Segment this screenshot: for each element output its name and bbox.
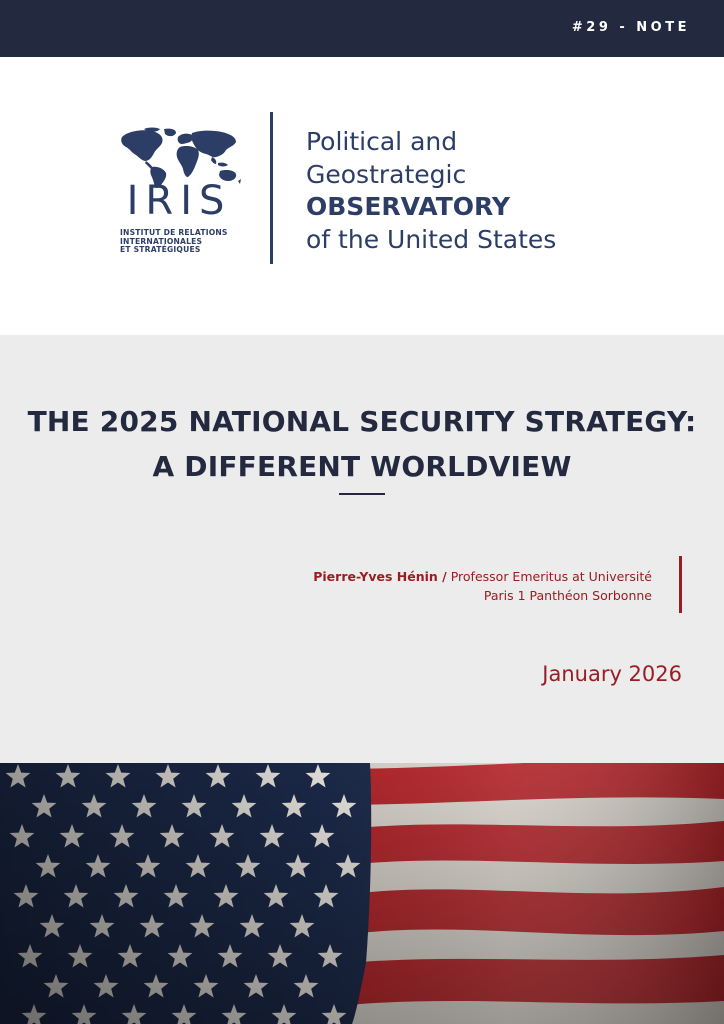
logo-subtitle	[120, 229, 244, 255]
author-affiliation: Professor Emeritus at Université	[450, 569, 652, 584]
observatory-line-bold: OBSERVATORY	[306, 192, 510, 221]
title-panel	[0, 335, 724, 763]
vertical-divider	[270, 112, 273, 264]
observatory-line: Political and	[306, 127, 458, 156]
title-line: A DIFFERENT WORLDVIEW	[152, 450, 572, 483]
author-accent-bar	[679, 556, 682, 613]
observatory-line: of the United States	[306, 224, 557, 254]
iris-logo	[116, 127, 242, 255]
note-number-label: #29 - NOTE	[571, 20, 690, 35]
iris-wordmark: IRIS	[126, 178, 232, 224]
top-banner	[0, 0, 724, 57]
publication-date: January 2026	[542, 662, 682, 686]
logo-subtitle-line: ET STRATÉGIQUES	[120, 245, 201, 254]
observatory-line: Geostrategic	[306, 159, 467, 189]
document-title	[0, 399, 724, 489]
observatory-name	[306, 126, 556, 256]
flag-illustration	[0, 763, 724, 1024]
title-underline	[339, 493, 385, 495]
author-block	[313, 567, 652, 605]
american-flag-image	[0, 763, 724, 1024]
header-section	[0, 57, 724, 335]
logo-subtitle-line: INSTITUT DE RELATIONS	[120, 228, 228, 237]
author-affiliation: Paris 1 Panthéon Sorbonne	[483, 588, 652, 603]
author-name: Pierre-Yves Hénin /	[313, 569, 447, 584]
logo-subtitle-line: INTERNATIONALES	[120, 236, 203, 246]
title-line: THE 2025 NATIONAL SECURITY STRATEGY:	[27, 405, 697, 438]
